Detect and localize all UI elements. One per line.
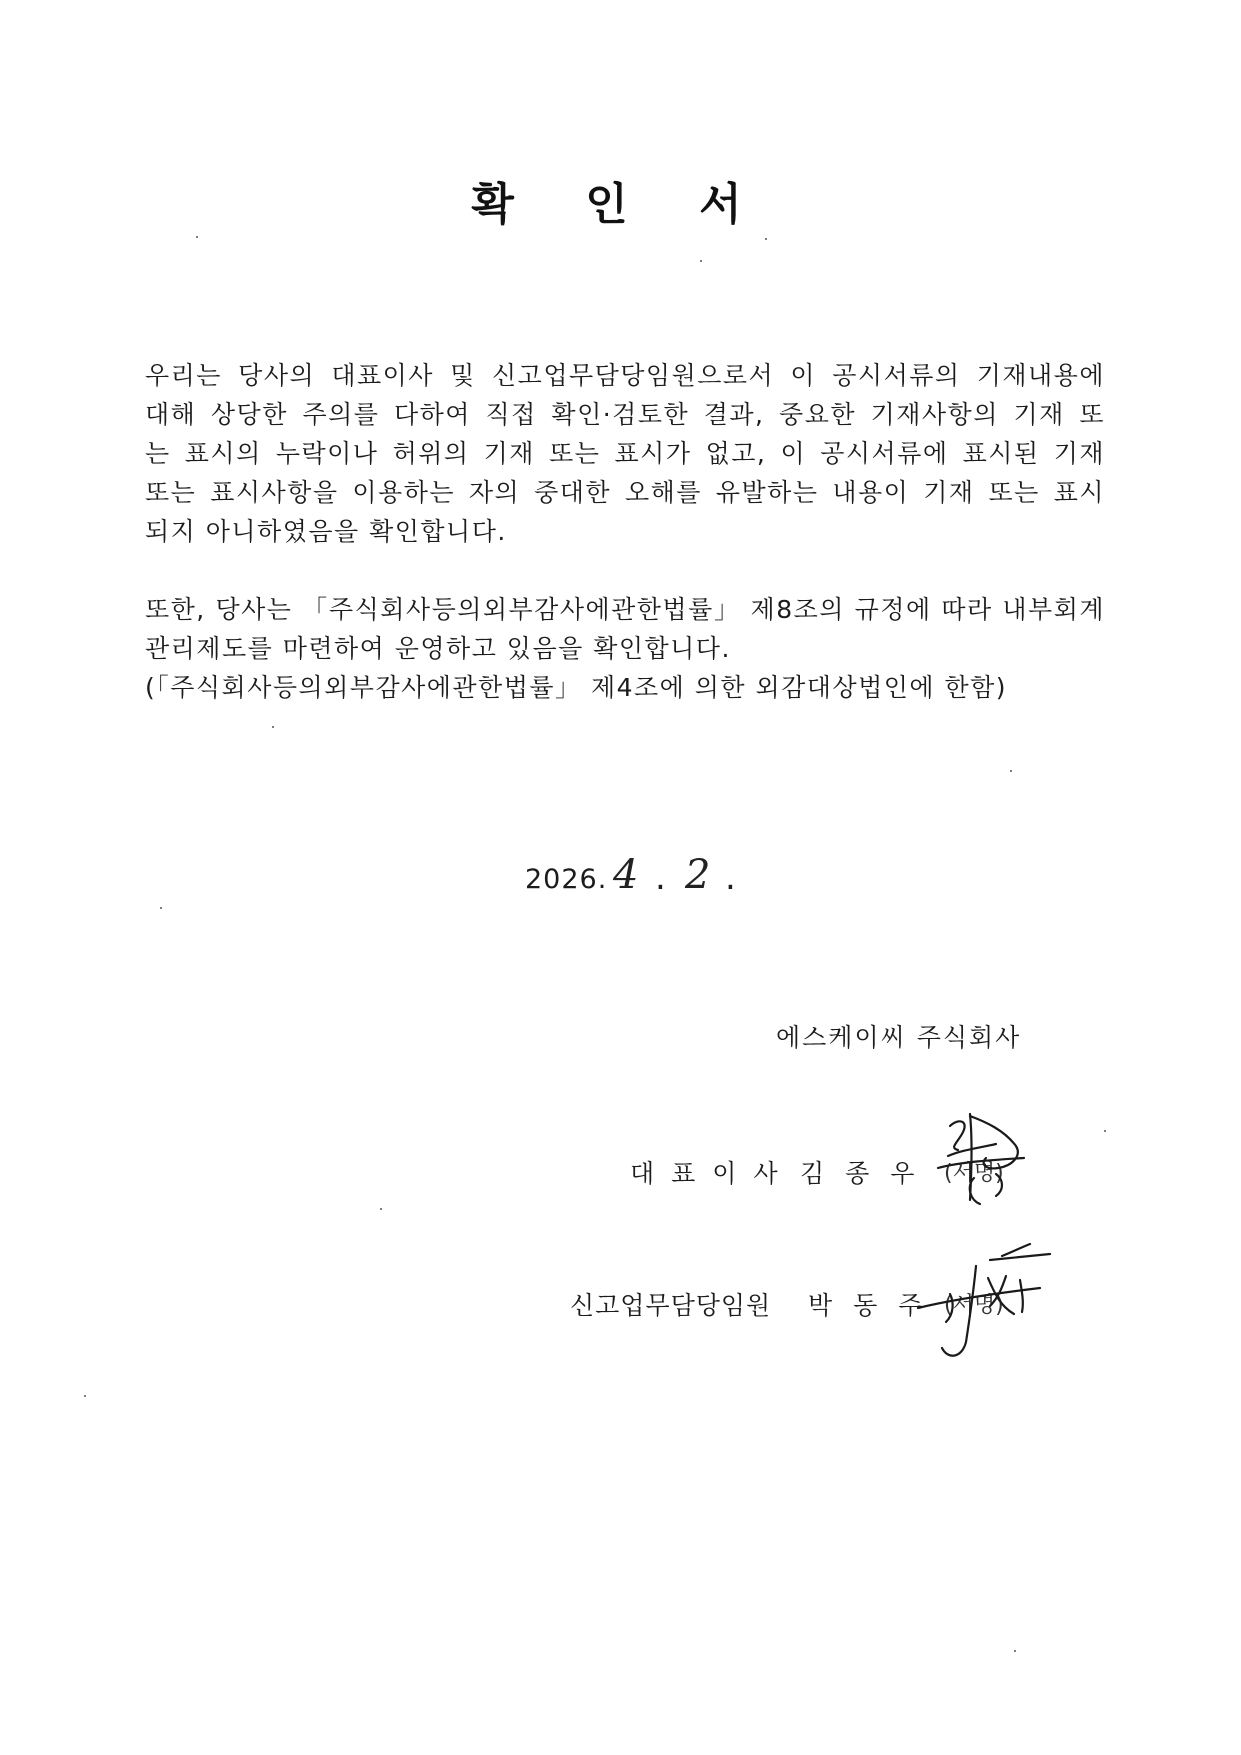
scan-speck [765, 238, 767, 240]
date-separator: . [725, 858, 737, 898]
scan-speck [84, 1395, 86, 1397]
signatory-role: 신고업무담당임원 [570, 1291, 772, 1320]
internal-control-paragraph [145, 590, 1105, 707]
date-day-handwritten: 2 [685, 852, 712, 898]
scan-speck [380, 1208, 382, 1210]
paragraph-line: 대해 상당한 주의를 다하여 직접 확인·검토한 결과, 중요한 기재사항의 기재 또 [145, 400, 1105, 429]
scan-speck [160, 907, 162, 909]
handwritten-signature [900, 1104, 1060, 1224]
signatory-role: 대표이사 [630, 1159, 795, 1188]
confirmation-paragraph [145, 356, 1105, 551]
scan-speck [196, 236, 198, 238]
scan-speck [272, 726, 274, 728]
scan-speck [1010, 770, 1012, 772]
scan-speck [1014, 1650, 1016, 1652]
date-month-handwritten: 4 [613, 852, 640, 898]
paragraph-line: 우리는 당사의 대표이사 및 신고업무담당임원으로서 이 공시서류의 기재내용에 [145, 361, 1105, 390]
scan-speck [1104, 1130, 1106, 1132]
signatory-name: 김종우 [800, 1159, 936, 1188]
paragraph-line: 관리제도를 마련하여 운영하고 있음을 확인합니다. [145, 634, 731, 663]
signature-placeholder: (서명) [944, 1161, 1004, 1186]
scan-speck [700, 260, 702, 262]
signatory-name: 박동주 [808, 1291, 944, 1320]
company-name: 에스케이씨 주식회사 [776, 1023, 1022, 1052]
date-separator: . [655, 858, 667, 898]
paragraph-line: 또한, 당사는 「주식회사등의외부감사에관한법률」 제8조의 규정에 따라 내부회계 [145, 595, 1105, 624]
paragraph-line: 되지 아니하였음을 확인합니다. [145, 517, 507, 546]
signature-placeholder: (서명) [944, 1293, 1004, 1318]
paragraph-line: 는 표시의 누락이나 허위의 기재 또는 표시가 없고, 이 공시서류에 표시된 기재 [145, 439, 1105, 468]
paragraph-line: (「주식회사등의외부감사에관한법률」 제4조에 의한 외감대상법인에 한함) [145, 673, 1008, 702]
document-title: 확 인 서 [471, 179, 770, 230]
date-year: 2026. [525, 864, 608, 895]
paragraph-line: 또는 표시사항을 이용하는 자의 중대한 오해를 유발하는 내용이 기재 또는 표시 [145, 478, 1105, 507]
handwritten-signature [890, 1236, 1060, 1366]
